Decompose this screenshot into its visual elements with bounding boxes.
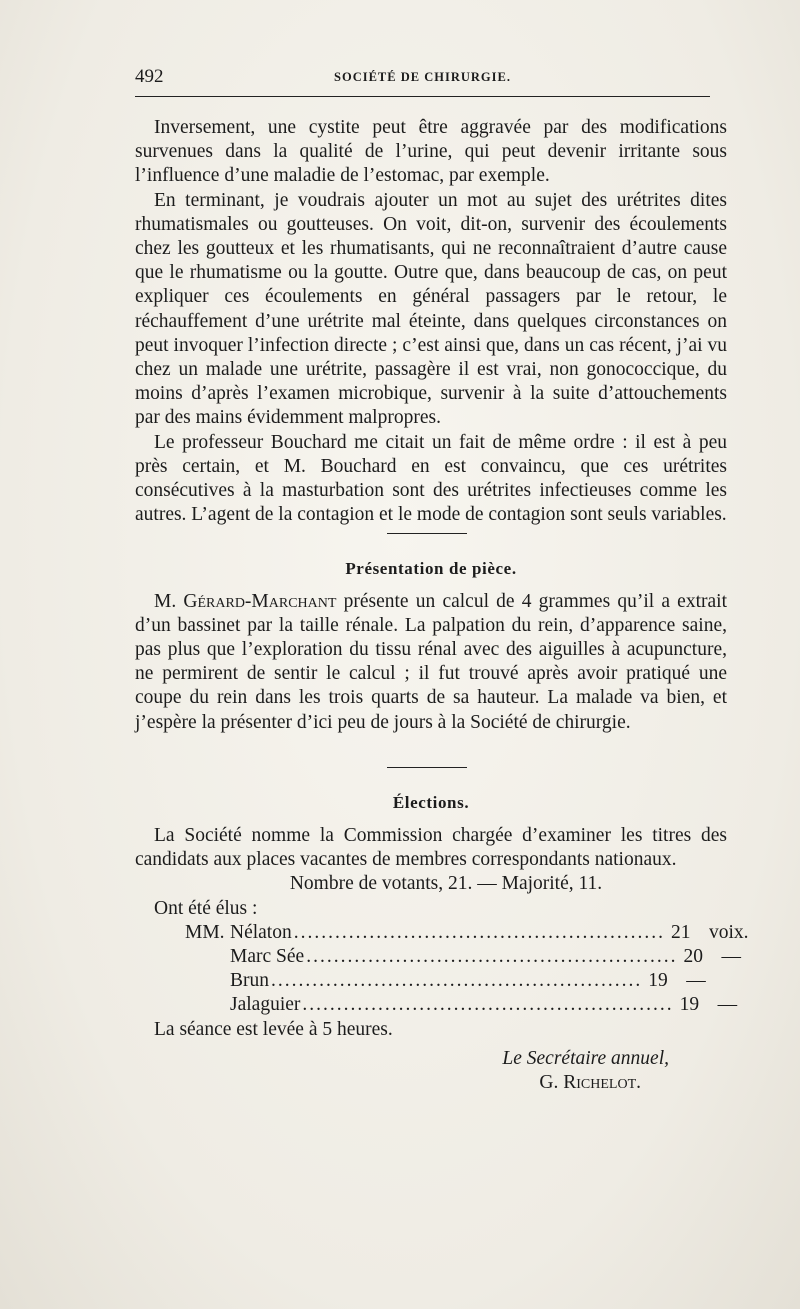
vote-count: 20: [683, 946, 703, 968]
candidate-name: Marc Sée: [230, 946, 305, 968]
result-row: [135, 945, 741, 969]
presentation-paragraph: [135, 590, 727, 735]
dot-leader: ......................................................: [293, 921, 665, 943]
signature-name: G. Richelot.: [539, 1072, 641, 1094]
presentation-text: présente un calcul de 4 grammes qu’il a extrait d’un bassinet par la taille rénale. La palpation du rein, d’apparence saine, pas plus que l’exploration du tissu rénal avec des aiguilles à acupuncture, ne permirent de sentir le calcul ; il fut trouvé après avoir pratiqué une coupe du rein dans les trois quarts de sa hauteur. La malade va bien, et j’espère la présenter d’ici peu de jours à la Société de chirurgie.: [135, 590, 727, 733]
elected-label: Ont été élus :: [154, 897, 258, 919]
result-row: [135, 969, 727, 993]
vote-unit: voix.: [708, 921, 749, 943]
vote-count: 21: [670, 921, 691, 943]
dot-leader: ......................................................: [271, 970, 643, 992]
signature-role: Le Secrétaire annuel,: [502, 1047, 669, 1069]
elections-intro: La Société nomme la Commission chargée d’examiner les titres des candidats aux places vacantes de membres correspondants nationaux.: [135, 825, 727, 871]
vote-count: 19: [648, 970, 668, 992]
vote-tally: Nombre de votants, 21. — Majorité, 11.: [289, 873, 603, 895]
candidate-name: Nélaton: [230, 921, 292, 943]
section-divider: [387, 767, 467, 768]
body-text: [135, 116, 749, 1095]
section-heading-presentation: Présentation de pièce.: [345, 559, 517, 579]
honorific-prefix: MM.: [185, 921, 225, 943]
result-row: [135, 993, 738, 1017]
section-heading-elections: Élections.: [392, 792, 470, 812]
vote-unit: —: [717, 994, 738, 1016]
dot-leader: ......................................................: [302, 994, 674, 1016]
page-header: [135, 66, 710, 97]
vote-unit: —: [721, 946, 741, 968]
running-title: SOCIÉTÉ DE CHIRURGIE.: [334, 70, 511, 84]
section-divider: [387, 533, 467, 534]
author-name: M. Gérard-Marchant: [154, 590, 337, 612]
vote-unit: —: [686, 970, 706, 992]
candidate-name: Jalaguier: [230, 994, 301, 1016]
paragraph-1: Inversement, une cystite peut être aggravée par des modifications survenues dans la qualité de l’urine, qui peut devenir irritante sous l’influence d’une maladie de l’estomac, par exemple.: [135, 117, 727, 187]
candidate-name: Brun: [230, 970, 269, 992]
paragraph-2: En terminant, je voudrais ajouter un mot au sujet des urétrites dites rhumatismales ou goutteuses. On voit, dit-on, survenir des écoulements chez les goutteux et les rhumatisants, qui ne reconnaîtraient d’autre cause que le rhumatisme ou la goutte. Outre que, dans beaucoup de cas, on peut expliquer ces écoulements en général passagers par le retour, le réchauffement d’une urétrite mal éteinte, dans quelques circonstances on peut invoquer l’infection directe ; c’est ainsi que, dans un cas récent, j’ai vu chez un malade une urétrite, passagère il est vrai, non gonococcique, du moins d’après l’examen microbique, survenir à la suite d’attouchements par des mains évidemment malpropres.: [135, 189, 727, 429]
dot-leader: ......................................................: [306, 946, 678, 968]
result-row: [135, 921, 749, 945]
page-number: 492: [135, 66, 164, 87]
vote-count: 19: [679, 994, 700, 1016]
results-list: [135, 921, 749, 1018]
paragraph-3: Le professeur Bouchard me citait un fait de même ordre : il est à peu près certain, et M. Bouchard en est convaincu, que ces urétrites consécutives à la masturbation sont des urétrites infectieuses comme les autres. L’agent de la contagion et le mode de contagion sont seuls variables.: [135, 431, 727, 526]
closing-statement: La séance est levée à 5 heures.: [154, 1018, 393, 1040]
